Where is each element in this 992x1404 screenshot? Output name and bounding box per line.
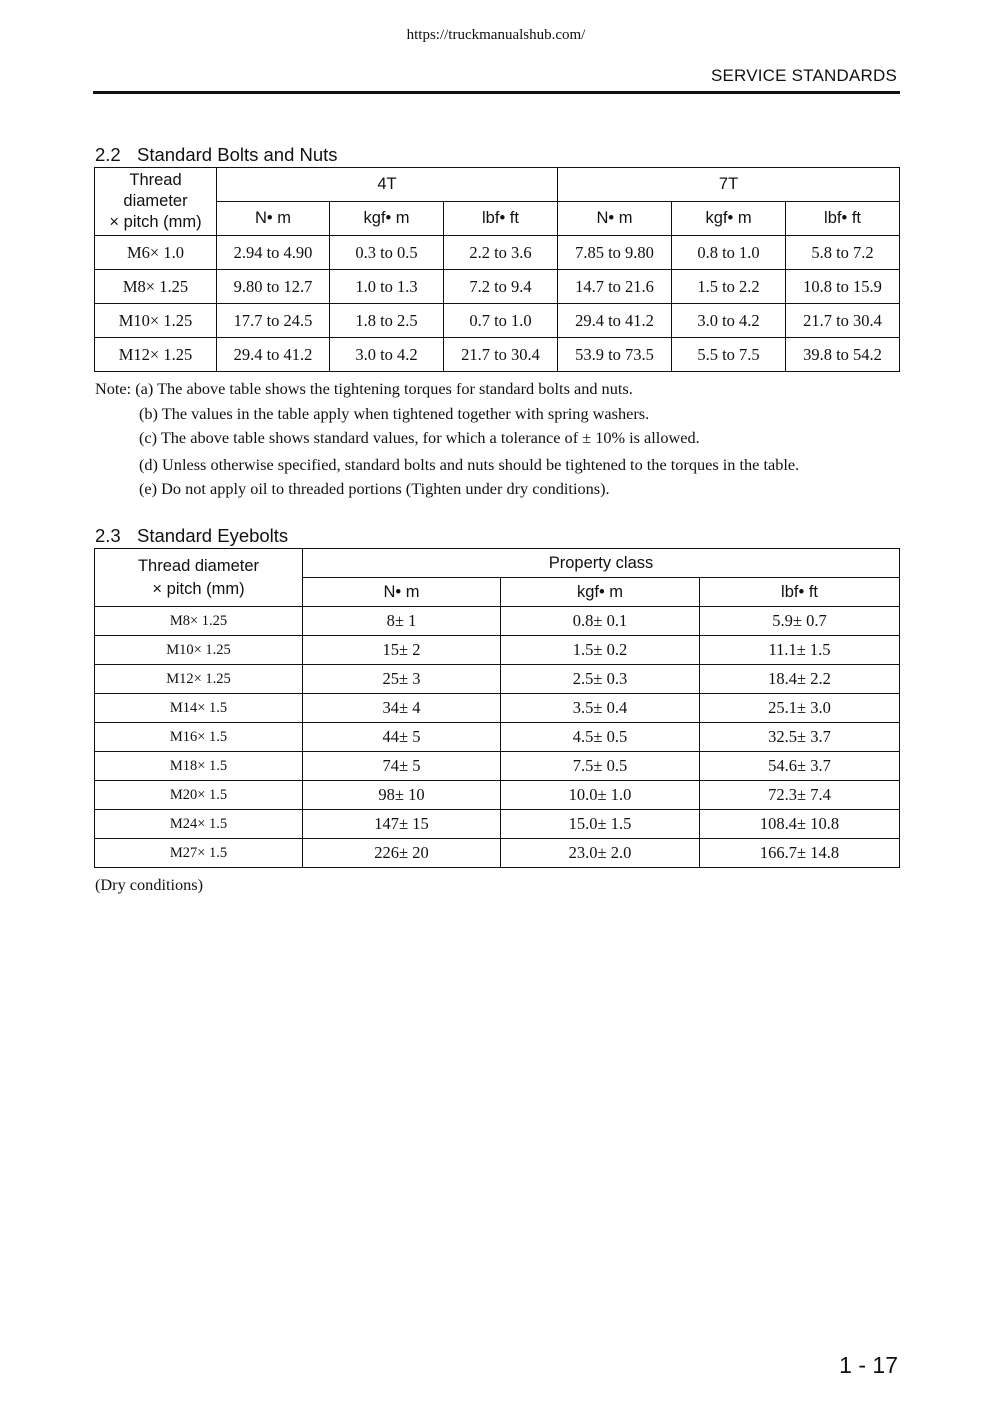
page-number: 1 - 17 xyxy=(839,1352,898,1378)
table-cell: 0.8± 0.1 xyxy=(501,607,700,636)
table-cell: 17.7 to 24.5 xyxy=(217,304,330,338)
table-cell: 8± 1 xyxy=(303,607,501,636)
table-cell: 54.6± 3.7 xyxy=(700,752,900,781)
table-cell: M10× 1.25 xyxy=(95,304,217,338)
table-cell: 147± 15 xyxy=(303,810,501,839)
table-cell: 25.1± 3.0 xyxy=(700,694,900,723)
table-row xyxy=(95,694,900,723)
eyebolts-torque-table xyxy=(94,548,900,868)
note-e: (e) Do not apply oil to threaded portions (Tighten under dry conditions). xyxy=(139,479,610,498)
table-row xyxy=(95,338,900,372)
table-cell: 166.7± 14.8 xyxy=(700,839,900,868)
note-d: (d) Unless otherwise specified, standard bolts and nuts should be tightened to the torques in the table. xyxy=(139,454,800,474)
table-cell: 39.8 to 54.2 xyxy=(786,338,900,372)
table-cell: 1.8 to 2.5 xyxy=(330,304,444,338)
table-cell: 10.8 to 15.9 xyxy=(786,270,900,304)
table-row xyxy=(95,752,900,781)
table-footnote: (Dry conditions) xyxy=(95,875,204,894)
table-cell: 74± 5 xyxy=(303,752,501,781)
unit-header: N• m xyxy=(558,202,672,236)
unit-header: lbf• ft xyxy=(700,578,900,607)
table-cell: 29.4 to 41.2 xyxy=(558,304,672,338)
table-header-row xyxy=(95,168,900,202)
table-row xyxy=(95,607,900,636)
table-cell: 226± 20 xyxy=(303,839,501,868)
unit-header: kgf• m xyxy=(501,578,700,607)
table-cell: 4.5± 0.5 xyxy=(501,723,700,752)
table-header-row xyxy=(95,549,900,578)
thread-pitch-header: Thread diameter × pitch (mm) xyxy=(95,549,303,607)
table-cell: 2.2 to 3.6 xyxy=(444,236,558,270)
running-header: SERVICE STANDARDS xyxy=(710,66,897,85)
table-cell: 2.5± 0.3 xyxy=(501,665,700,694)
table-cell: M24× 1.5 xyxy=(95,810,303,839)
table-cell: 21.7 to 30.4 xyxy=(786,304,900,338)
section-title-bolts xyxy=(95,144,338,166)
table-cell: 1.5 to 2.2 xyxy=(672,270,786,304)
table-cell: M14× 1.5 xyxy=(95,694,303,723)
table-cell: 9.80 to 12.7 xyxy=(217,270,330,304)
table-cell: 7.85 to 9.80 xyxy=(558,236,672,270)
table-cell: 44± 5 xyxy=(303,723,501,752)
group-header-7t: 7T xyxy=(558,168,900,202)
table-cell: M8× 1.25 xyxy=(95,607,303,636)
table-cell: 29.4 to 41.2 xyxy=(217,338,330,372)
table-cell: 2.94 to 4.90 xyxy=(217,236,330,270)
table-cell: 0.3 to 0.5 xyxy=(330,236,444,270)
table-cell: 3.0 to 4.2 xyxy=(330,338,444,372)
section-title-eyebolts xyxy=(95,525,288,547)
note-a: Note: (a) The above table shows the tightening torques for standard bolts and nuts. xyxy=(95,379,633,398)
table-cell: 0.7 to 1.0 xyxy=(444,304,558,338)
table-cell: 5.5 to 7.5 xyxy=(672,338,786,372)
table-notes xyxy=(95,377,799,502)
table-row xyxy=(95,236,900,270)
table-cell: 1.0 to 1.3 xyxy=(330,270,444,304)
table-cell: 5.8 to 7.2 xyxy=(786,236,900,270)
unit-header: N• m xyxy=(303,578,501,607)
table-cell: 21.7 to 30.4 xyxy=(444,338,558,372)
table-row xyxy=(95,810,900,839)
table-row xyxy=(95,636,900,665)
table-cell: M27× 1.5 xyxy=(95,839,303,868)
table-cell: 11.1± 1.5 xyxy=(700,636,900,665)
table-cell: 34± 4 xyxy=(303,694,501,723)
table-cell: 5.9± 0.7 xyxy=(700,607,900,636)
table-cell: 108.4± 10.8 xyxy=(700,810,900,839)
table-cell: M6× 1.0 xyxy=(95,236,217,270)
table-cell: 98± 10 xyxy=(303,781,501,810)
section-heading: Standard Eyebolts xyxy=(137,525,289,546)
table-row xyxy=(95,723,900,752)
table-cell: 18.4± 2.2 xyxy=(700,665,900,694)
table-cell: 1.5± 0.2 xyxy=(501,636,700,665)
unit-header: lbf• ft xyxy=(786,202,900,236)
table-cell: M12× 1.25 xyxy=(95,665,303,694)
table-cell: 32.5± 3.7 xyxy=(700,723,900,752)
unit-header: N• m xyxy=(217,202,330,236)
table-cell: 3.0 to 4.2 xyxy=(672,304,786,338)
table-cell: 0.8 to 1.0 xyxy=(672,236,786,270)
bolts-torque-table xyxy=(94,167,900,372)
unit-header: lbf• ft xyxy=(444,202,558,236)
header-divider xyxy=(93,91,900,94)
note-b: (b) The values in the table apply when tightened together with spring washers. xyxy=(139,403,650,423)
table-cell: 10.0± 1.0 xyxy=(501,781,700,810)
table-cell: M20× 1.5 xyxy=(95,781,303,810)
table-cell: 53.9 to 73.5 xyxy=(558,338,672,372)
note-c: (c) The above table shows standard values, for which a tolerance of ± 10% is allowed. xyxy=(139,428,700,447)
table-cell: 15.0± 1.5 xyxy=(501,810,700,839)
table-row xyxy=(95,781,900,810)
table-cell: 7.2 to 9.4 xyxy=(444,270,558,304)
table-row xyxy=(95,665,900,694)
table-cell: M8× 1.25 xyxy=(95,270,217,304)
table-row xyxy=(95,304,900,338)
table-cell: M12× 1.25 xyxy=(95,338,217,372)
table-cell: 7.5± 0.5 xyxy=(501,752,700,781)
table-cell: M16× 1.5 xyxy=(95,723,303,752)
thread-pitch-header: Thread diameter × pitch (mm) xyxy=(95,168,217,236)
section-number: 2.3 xyxy=(95,525,121,546)
property-class-header: Property class xyxy=(303,549,900,578)
source-url[interactable]: https://truckmanualshub.com/ xyxy=(406,27,586,43)
table-row xyxy=(95,270,900,304)
table-cell: 23.0± 2.0 xyxy=(501,839,700,868)
section-number: 2.2 xyxy=(95,144,121,165)
table-cell: 14.7 to 21.6 xyxy=(558,270,672,304)
table-cell: 25± 3 xyxy=(303,665,501,694)
table-cell: M18× 1.5 xyxy=(95,752,303,781)
group-header-4t: 4T xyxy=(217,168,558,202)
table-cell: 3.5± 0.4 xyxy=(501,694,700,723)
table-row xyxy=(95,839,900,868)
table-cell: M10× 1.25 xyxy=(95,636,303,665)
unit-header: kgf• m xyxy=(672,202,786,236)
table-cell: 72.3± 7.4 xyxy=(700,781,900,810)
table-cell: 15± 2 xyxy=(303,636,501,665)
section-heading: Standard Bolts and Nuts xyxy=(137,144,338,165)
unit-header: kgf• m xyxy=(330,202,444,236)
